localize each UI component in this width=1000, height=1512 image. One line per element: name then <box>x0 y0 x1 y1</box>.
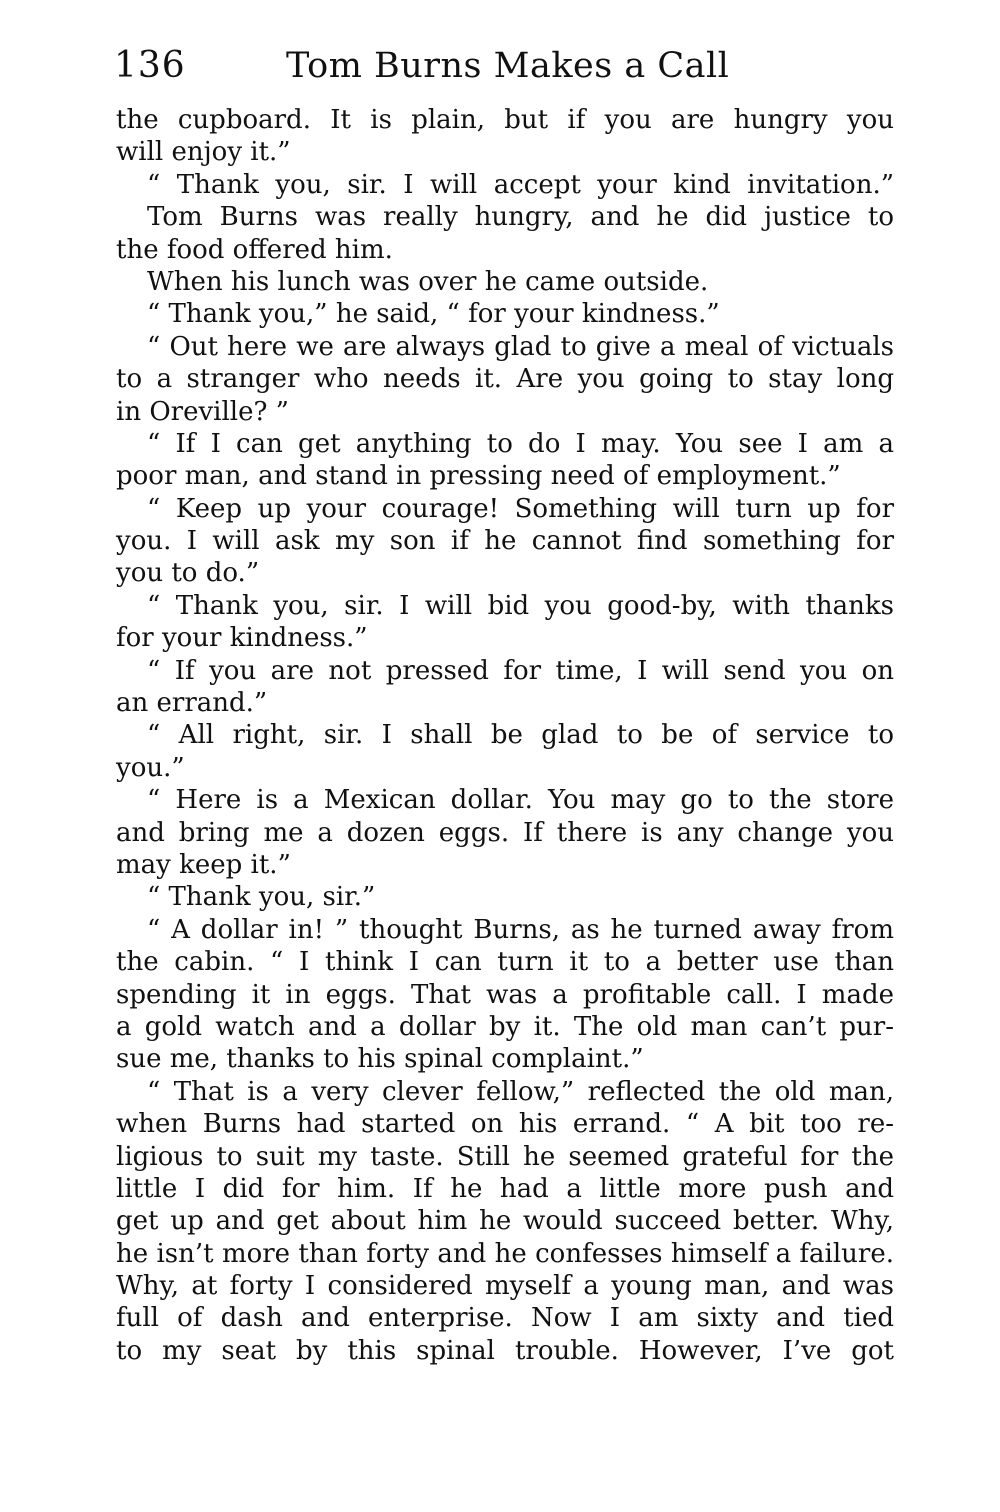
text-line: Why, at forty I considered myself a young man, and was <box>116 1271 894 1302</box>
text-line: “ Here is a Mexican dollar. You may go to the store <box>147 785 894 816</box>
text-line: the food offered him. <box>116 234 393 265</box>
text-line: you.” <box>116 752 185 783</box>
text-line: When his lunch was over he came outside. <box>147 266 709 297</box>
text-line: “ If you are not pressed for time, I will send you on <box>147 655 894 686</box>
text-line: “ Thank you, sir.” <box>147 882 376 913</box>
text-line: “ Thank you, sir. I will bid you good-by, with thanks <box>147 590 894 621</box>
text-line: “ Thank you, sir. I will accept your kind invitation.” <box>147 169 894 200</box>
text-line: the cabin. “ I think I can turn it to a better use than <box>116 947 894 978</box>
text-line: an errand.” <box>116 688 268 719</box>
text-line: ligious to suit my taste. Still he seemed grateful for the <box>116 1141 894 1172</box>
text-line: get up and get about him he would succeed better. Why, <box>116 1206 894 1237</box>
text-line: when Burns had started on his errand. “ A bit too re- <box>116 1109 894 1140</box>
text-line: “ That is a very clever fellow,” reflected the old man, <box>147 1076 894 1107</box>
text-line: he isn’t more than forty and he confesses himself a failure. <box>116 1238 894 1269</box>
text-line: spending it in eggs. That was a profitable call. I made <box>116 979 894 1010</box>
text-line: “ Keep up your courage! Something will turn up for <box>147 493 894 524</box>
text-line: “ All right, sir. I shall be glad to be of service to <box>147 720 894 751</box>
text-line: to a stranger who needs it. Are you going to stay long <box>116 364 894 395</box>
text-line: in Oreville? ” <box>116 396 289 427</box>
text-line: for your kindness.” <box>116 623 368 654</box>
text-line: sue me, thanks to his spinal complaint.” <box>116 1044 644 1075</box>
text-line: “ Thank you,” he said, “ for your kindness.” <box>147 299 720 330</box>
text-line: little I did for him. If he had a little more push and <box>116 1173 894 1204</box>
text-line: and bring me a dozen eggs. If there is any change you <box>116 817 894 848</box>
body-text <box>116 104 894 1367</box>
text-line: a gold watch and a dollar by it. The old man can’t pur- <box>116 1011 894 1042</box>
text-line: “ Out here we are always glad to give a meal of victuals <box>147 331 894 362</box>
text-line: poor man, and stand in pressing need of employment.” <box>116 461 841 492</box>
running-head: Tom Burns Makes a Call <box>286 46 730 86</box>
page-header <box>114 40 894 92</box>
text-line: the cupboard. It is plain, but if you are hungry you <box>116 105 894 135</box>
text-line: full of dash and enterprise. Now I am sixty and tied <box>116 1303 894 1334</box>
text-line: may keep it.” <box>116 849 291 880</box>
text-line: you to do.” <box>116 558 260 589</box>
text-line: Tom Burns was really hungry, and he did justice to <box>147 202 894 233</box>
text-line: to my seat by this spinal trouble. However, I’ve got <box>116 1335 894 1366</box>
text-line: you. I will ask my son if he cannot find something for <box>116 526 894 557</box>
page-number: 136 <box>114 45 186 86</box>
text-line: will enjoy it.” <box>116 137 291 168</box>
text-line: “ A dollar in! ” thought Burns, as he turned away from <box>147 914 894 945</box>
text-line: “ If I can get anything to do I may. You see I am a <box>147 428 894 459</box>
